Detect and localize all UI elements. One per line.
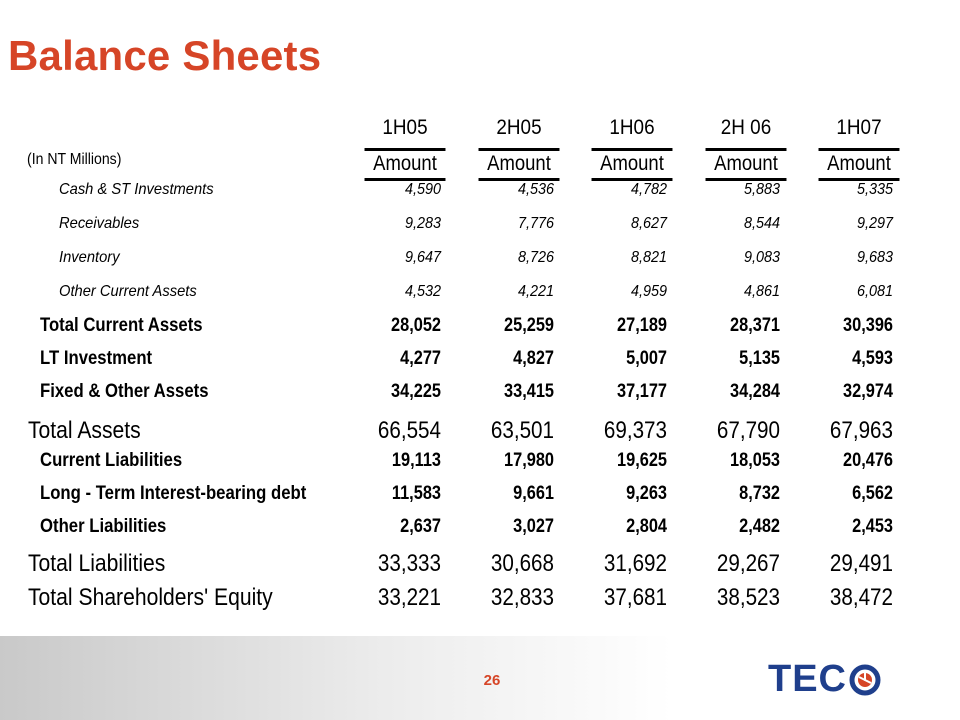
row-label: Other Liabilities: [40, 516, 167, 537]
row-value: 9,263: [626, 483, 667, 504]
row-value: 9,083: [743, 249, 780, 266]
table-row: [0, 283, 960, 313]
row-value: 8,726: [517, 249, 554, 266]
table-row: [0, 550, 960, 580]
row-value: 19,625: [617, 450, 667, 471]
row-value: 33,333: [377, 550, 441, 577]
row-value: 37,681: [603, 584, 667, 611]
row-value: 9,661: [513, 483, 554, 504]
row-value: 32,833: [490, 584, 554, 611]
amount-header: Amount: [819, 148, 900, 181]
row-value: 19,113: [391, 450, 441, 471]
row-value: 30,396: [843, 315, 893, 336]
row-value: 4,532: [404, 283, 441, 300]
row-label: Long - Term Interest-bearing debt: [40, 483, 307, 504]
row-value: 4,959: [630, 283, 667, 300]
row-value: 37,177: [617, 381, 667, 402]
row-value: 5,135: [739, 348, 780, 369]
row-value: 34,225: [391, 381, 441, 402]
table-row: [0, 417, 960, 447]
table-row: [0, 215, 960, 245]
row-value: 29,267: [716, 550, 780, 577]
row-value: 33,415: [504, 381, 554, 402]
logo-ring-icon: [849, 663, 881, 695]
row-value: 5,007: [626, 348, 667, 369]
row-label: Receivables: [59, 215, 140, 232]
period-header: 1H06: [609, 116, 655, 139]
table-row: [0, 249, 960, 279]
amount-header: Amount: [479, 148, 560, 181]
row-value: 9,297: [856, 215, 893, 232]
table-row: [0, 181, 960, 211]
period-header: 1H07: [836, 116, 882, 139]
row-value: 69,373: [603, 417, 667, 444]
table-row: [0, 381, 960, 411]
row-label: LT Investment: [40, 348, 153, 369]
page-number: 26: [483, 672, 501, 689]
row-value: 29,491: [829, 550, 893, 577]
row-value: 8,821: [630, 249, 667, 266]
row-value: 28,052: [391, 315, 441, 336]
row-label: Total Assets: [28, 417, 141, 444]
row-value: 31,692: [603, 550, 667, 577]
row-value: 9,283: [404, 215, 441, 232]
row-value: 4,782: [630, 181, 667, 198]
row-value: 4,827: [513, 348, 554, 369]
row-value: 2,637: [400, 516, 441, 537]
row-value: 66,554: [377, 417, 441, 444]
row-label: Cash & ST Investments: [59, 181, 214, 198]
row-value: 9,647: [404, 249, 441, 266]
row-value: 32,974: [843, 381, 893, 402]
row-value: 27,189: [617, 315, 667, 336]
table-row: [0, 348, 960, 378]
row-value: 4,277: [400, 348, 441, 369]
row-value: 2,453: [852, 516, 893, 537]
table-row: [0, 315, 960, 345]
table-row: [0, 584, 960, 614]
teco-logo: [768, 657, 881, 700]
row-value: 4,590: [404, 181, 441, 198]
row-value: 63,501: [490, 417, 554, 444]
row-value: 30,668: [490, 550, 554, 577]
row-value: 38,523: [716, 584, 780, 611]
row-value: 3,027: [513, 516, 554, 537]
row-value: 34,284: [730, 381, 780, 402]
row-value: 8,544: [743, 215, 780, 232]
amount-header: Amount: [365, 148, 446, 181]
table-row: [0, 483, 960, 513]
row-label: Other Current Assets: [59, 283, 197, 300]
row-value: 28,371: [730, 315, 780, 336]
row-value: 11,583: [391, 483, 441, 504]
row-label: Total Shareholders' Equity: [28, 584, 273, 611]
row-label: Fixed & Other Assets: [40, 381, 209, 402]
row-value: 67,963: [829, 417, 893, 444]
row-value: 5,883: [743, 181, 780, 198]
row-value: 9,683: [856, 249, 893, 266]
table-row: [0, 516, 960, 546]
logo-text: TEC: [768, 657, 847, 700]
row-label: Inventory: [59, 249, 120, 266]
table-row: [0, 450, 960, 480]
row-label: Total Current Assets: [40, 315, 203, 336]
period-header: 2H05: [496, 116, 542, 139]
row-label: Total Liabilities: [28, 550, 166, 577]
page-title: Balance Sheets: [8, 32, 322, 79]
period-header: 1H05: [382, 116, 428, 139]
row-value: 7,776: [517, 215, 554, 232]
row-label: Current Liabilities: [40, 450, 183, 471]
row-value: 17,980: [504, 450, 554, 471]
row-value: 67,790: [716, 417, 780, 444]
period-header: 2H 06: [720, 116, 772, 139]
amount-header: Amount: [706, 148, 787, 181]
row-value: 4,593: [852, 348, 893, 369]
unit-label: (In NT Millions): [27, 151, 122, 168]
row-value: 38,472: [829, 584, 893, 611]
row-value: 8,627: [630, 215, 667, 232]
row-value: 4,221: [517, 283, 554, 300]
row-value: 6,562: [852, 483, 893, 504]
row-value: 8,732: [739, 483, 780, 504]
row-value: 2,804: [626, 516, 667, 537]
row-value: 20,476: [843, 450, 893, 471]
amount-header: Amount: [592, 148, 673, 181]
row-value: 18,053: [730, 450, 780, 471]
row-value: 33,221: [377, 584, 441, 611]
row-value: 4,861: [743, 283, 780, 300]
row-value: 5,335: [856, 181, 893, 198]
row-value: 2,482: [739, 516, 780, 537]
row-value: 6,081: [856, 283, 893, 300]
row-value: 4,536: [517, 181, 554, 198]
row-value: 25,259: [504, 315, 554, 336]
